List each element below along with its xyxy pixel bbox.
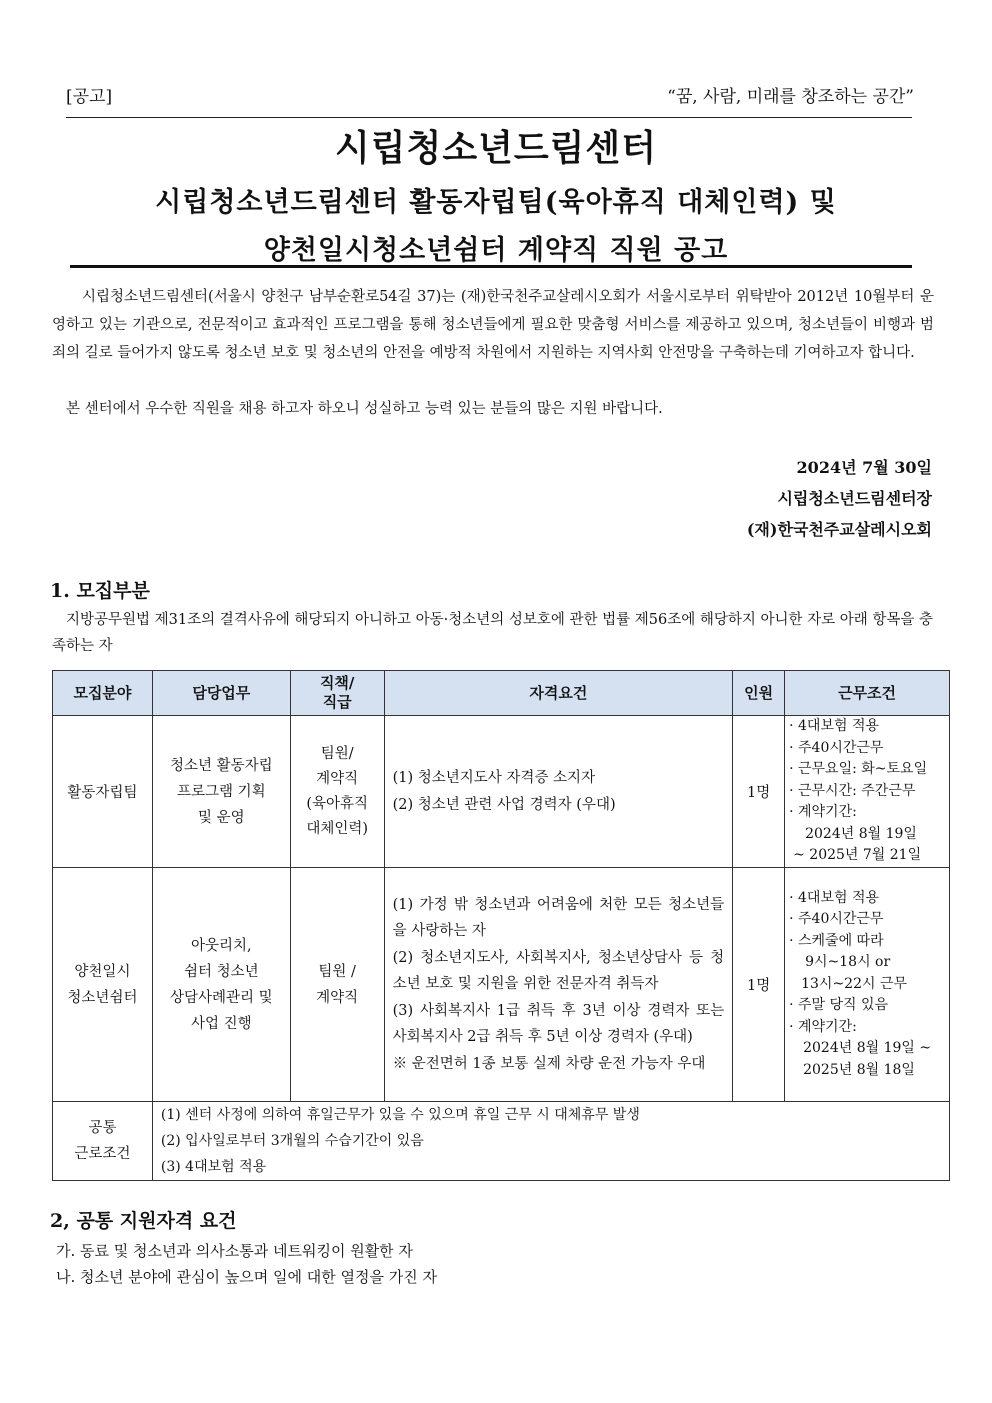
header-qualification: 자격요건 [384, 671, 733, 716]
header-conditions: 근무조건 [785, 671, 950, 716]
section-1-title: 1. 모집부분 [50, 580, 150, 602]
count-cell: 1명 [733, 868, 785, 1102]
header-duty: 담당업무 [152, 671, 290, 716]
header-divider [66, 117, 912, 118]
organization-name: (재)한국천주교살레시오회 [746, 520, 932, 539]
section-2-title: 2, 공통 지원자격 요건 [50, 1210, 237, 1232]
qualification-cell: (1) 가정 밖 청소년과 어려움에 처한 모든 청소년들을 사랑하는 자 (2) 청소년지도사, 사회복지사, 청소년상담사 등 청소년 보호 및 지원을 위한 전문자격 취득자 (3) 사회복지사 1급 취득 후 3년 이상 경력자 또는 사회복지사 2급 취득 후 5년 이상 경력자 (우대) ※ 운전면허 1종 보통 실제 차량 운전 가능자 우대 [384, 868, 733, 1102]
section-1-description: 지방공무원법 제31조의 결격사유에 해당되지 아니하고 아동·청소년의 성보호에 관한 법률 제56조에 해당하지 아니한 자로 아래 항목을 충족하는 자 [52, 612, 934, 654]
header-field: 모집분야 [53, 671, 153, 716]
field-cell: 활동자립팀 [53, 716, 153, 868]
page-title: 시립청소년드림센터 [335, 127, 657, 169]
notice-date: 2024년 7월 30일 [796, 458, 932, 477]
position-cell: 팀원 / 계약직 [290, 868, 384, 1102]
field-cell: 양천일시 청소년쉼터 [53, 868, 153, 1102]
table-row [53, 868, 950, 1102]
list-item: 나. 청소년 분야에 관심이 높으며 일에 대한 열정을 가진 자 [56, 1268, 437, 1286]
header-count: 인원 [733, 671, 785, 716]
table-row [53, 716, 950, 868]
common-label-cell: 공통 근로조건 [53, 1102, 153, 1181]
subtitle-line-2: 양천일시청소년쉼터 계약직 직원 공고 [263, 235, 729, 266]
common-conditions-row [53, 1102, 950, 1181]
header-position: 직책/ 직급 [290, 671, 384, 716]
subtitle-line-1: 시립청소년드림센터 활동자립팀(육아휴직 대체인력) 및 [155, 187, 837, 218]
table-header-row [53, 671, 950, 716]
list-item: 가. 동료 및 청소년과 의사소통과 네트워킹이 원활한 자 [56, 1242, 413, 1260]
qualification-cell: (1) 청소년지도사 자격증 소지자 (2) 청소년 관련 사업 경력자 (우대) [384, 716, 733, 868]
conditions-cell: · 4대보험 적용 · 주40시간근무 · 스케줄에 따라 9시~18시 or 13시~22시 근무 · 주말 당직 있음 · 계약기간: 2024년 8월 19일 ~ 2025년 8월 18일 [785, 868, 950, 1102]
conditions-cell: · 4대보험 적용 · 주40시간근무 · 근무요일: 화~토요일 · 근무시간: 주간근무 · 계약기간: 2024년 8월 19일 ~ 2025년 7월 21일 [785, 716, 950, 868]
duty-cell: 아웃리치, 쉼터 청소년 상담사례관리 및 사업 진행 [152, 868, 290, 1102]
title-underline [70, 265, 912, 268]
common-conditions-cell: (1) 센터 사정에 의하여 휴일근무가 있을 수 있으며 휴일 근무 시 대체휴무 발생 (2) 입사일로부터 3개월의 수습기간이 있음 (3) 4대보험 적용 [152, 1102, 949, 1181]
duty-cell: 청소년 활동자립 프로그램 기획 및 운영 [152, 716, 290, 868]
notice-tag: [공고] [66, 87, 113, 107]
recruitment-table [52, 670, 950, 1181]
slogan: “꿈, 사람, 미래를 창조하는 공간” [667, 87, 914, 107]
intro-paragraph-2: 본 센터에서 우수한 직원을 채용 하고자 하오니 성실하고 능력 있는 분들의 많은 지원 바랍니다. [66, 401, 663, 417]
intro-paragraph-1: 시립청소년드림센터(서울시 양천구 남부순환로54길 37)는 (재)한국천주교살레시오회가 서울시로부터 위탁받아 2012년 10월부터 운영하고 있는 기관으로, 전문적이고 효과적인 프로그램을 통해 청소년들에게 필요한 맞춤형 서비스를 제공하고 있으며, 청소년들이 비행과 범죄의 길로 들어가지 않도록 청소년 보호 및 청소년의 안전을 예방적 차원에서 지원하는 지역사회 안전망을 구축하는데 기여하고자 합니다. [52, 289, 934, 361]
count-cell: 1명 [733, 716, 785, 868]
position-cell: 팀원/ 계약직 (육아휴직 대체인력) [290, 716, 384, 868]
director-title: 시립청소년드림센터장 [777, 489, 932, 508]
